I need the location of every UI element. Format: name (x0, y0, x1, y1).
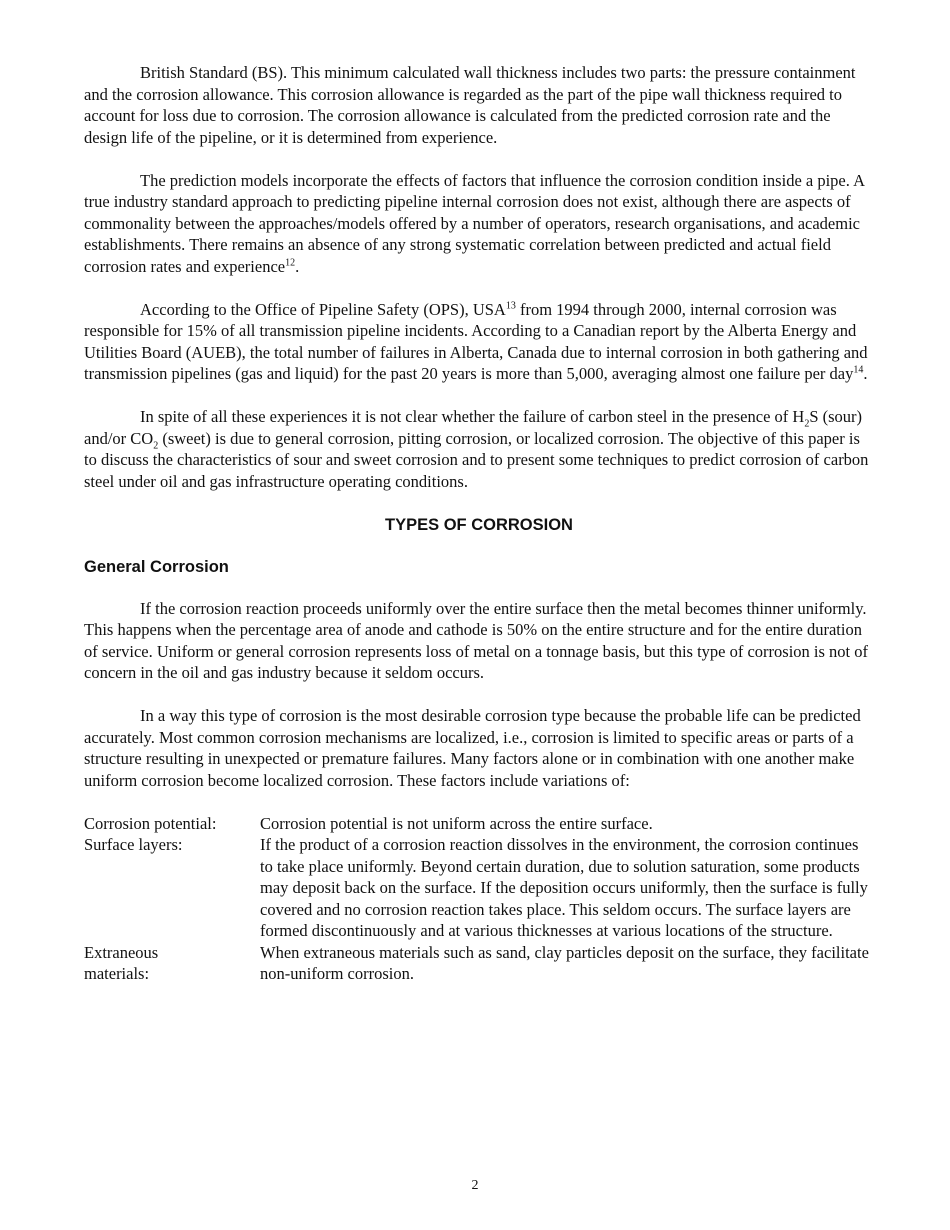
document-page (84, 62, 874, 985)
factor-term: Extraneous materials: (84, 942, 159, 983)
paragraph-localized-corrosion (84, 705, 874, 791)
paragraph-text: The prediction models incorporate the effects of factors that influence the corrosion condition inside a pipe. A true industry standard approach to predicting pipeline internal corrosion does not exist, although there are aspects of commonality between the approaches/models offered by a number of operators, research organisations, and academic establishments. There remains an absence of any strong systematic correlation between predicted and actual field corrosion rates and experience (84, 170, 865, 276)
factor-definition-list (84, 813, 874, 985)
paragraph-text: If the corrosion reaction proceeds uniformly over the entire surface then the metal becomes thinner uniformly. This happens when the percentage area of anode and cathode is 50% on the entire structure and for the entire duration of service. Uniform or general corrosion represents loss of metal on a tonnage basis, but this type of corrosion is not of concern in the oil and gas industry because it seldom occurs. (84, 598, 869, 682)
factor-term: Corrosion potential: (84, 813, 217, 833)
paragraph-text: from 1994 through 2000, internal corrosion was responsible for 15% of all transmission pipeline incidents. According to a Canadian report by the Alberta Energy and Utilities Board (AUEB), the total number of failures in Alberta, Canada due to internal corrosion in both gathering and transmission pipelines (gas and liquid) for the past 20 years is more than 5,000, averaging almost one failure per day (84, 299, 868, 383)
section-heading: TYPES OF CORROSION (385, 515, 573, 534)
subscript-2: 2 (804, 418, 810, 430)
factor-definition: Corrosion potential is not uniform across the entire surface. (260, 813, 653, 833)
paragraph-text: (sweet) is due to general corrosion, pitting corrosion, or localized corrosion. The objective of this paper is to discuss the characteristics of sour and sweet corrosion and to present some techniques to predict corrosion of carbon steel under oil and gas infrastructure operating conditions. (84, 428, 869, 491)
footnote-ref-12: 12 (285, 257, 296, 268)
paragraph-text: In spite of all these experiences it is not clear whether the failure of carbon steel in the presence of H (140, 407, 805, 426)
paragraph-text: In a way this type of corrosion is the most desirable corrosion type because the probable life can be predicted accurately. Most common corrosion mechanisms are localized, i.e., corrosion is limited to specific areas or parts of a structure resulting in unexpected or premature failures. Many factors alone or in combination with one another make uniform corrosion become localized corrosion. These factors include variations of: (84, 706, 861, 790)
paragraph-uniform-corrosion (84, 598, 874, 684)
paragraph-text: S (sour) and/or CO (84, 407, 863, 448)
paragraph-text: According to the Office of Pipeline Safety (OPS), USA (140, 299, 506, 319)
subsection-heading: General Corrosion (84, 557, 229, 576)
subscript-2: 2 (153, 439, 159, 451)
footnote-ref-13: 13 (505, 300, 516, 311)
paragraph-prediction-models (84, 170, 874, 278)
factor-definition: If the product of a corrosion reaction dissolves in the environment, the corrosion continues to take place uniformly. Beyond certain duration, due to solution saturation, some products may deposit back on the surface. If the deposition occurs uniformly, then the surface is fully covered and no corrosion reaction takes place. This seldom occurs. The surface layers are formed discontinuously and at various thicknesses at various locations of the structure. (260, 835, 868, 940)
paragraph-british-standard (84, 62, 874, 148)
factor-definition: When extraneous materials such as sand, clay particles deposit on the surface, they facilitate non-uniform corrosion. (260, 942, 869, 983)
period: . (295, 256, 300, 276)
period: . (863, 364, 868, 383)
paragraph-ops-statistics (84, 299, 874, 385)
paragraph-objective (84, 406, 874, 492)
paragraph-text: British Standard (BS). This minimum calculated wall thickness includes two parts: the pressure containment and the corrosion allowance. This corrosion allowance is regarded as the part of the pipe wall thickness required to account for loss due to corrosion. The corrosion allowance is calculated from the predicted corrosion rate and the design life of the pipeline, or it is determined from experience. (84, 63, 856, 147)
footnote-ref-14: 14 (853, 364, 864, 376)
factor-term: Surface layers: (84, 835, 183, 854)
page-number: 2 (471, 1178, 479, 1193)
